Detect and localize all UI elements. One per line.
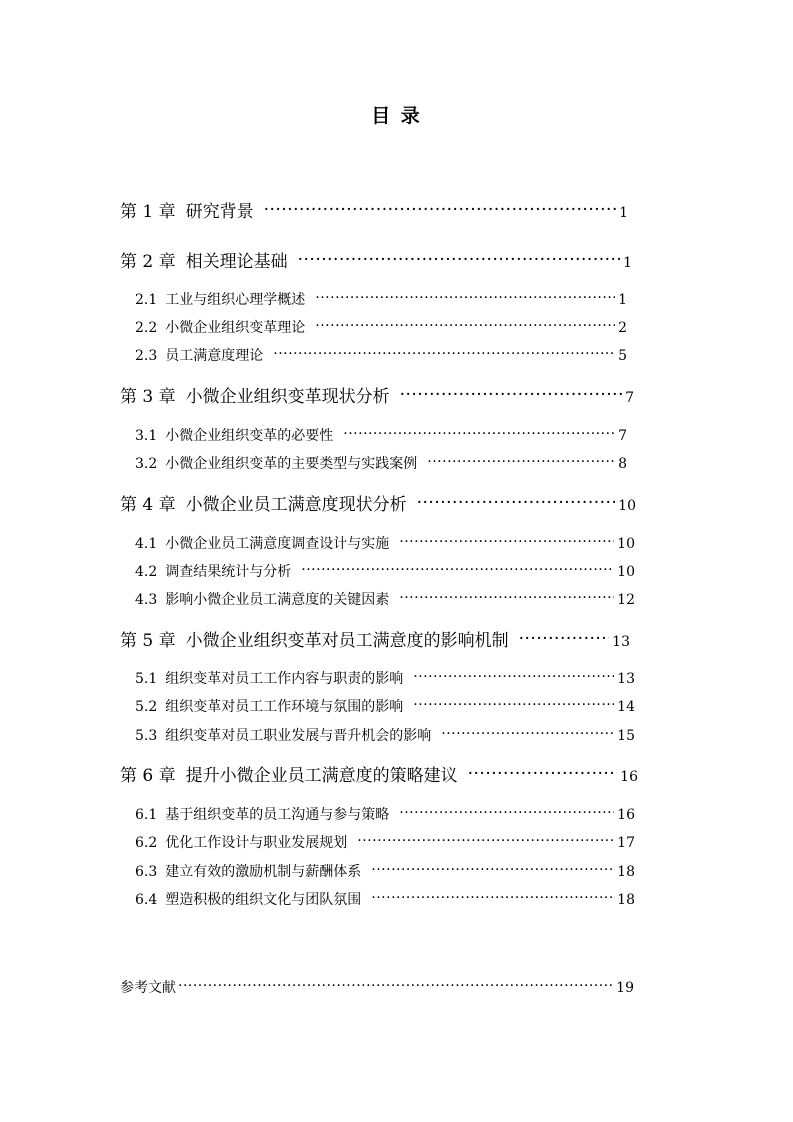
toc-entry-label: 影响小微企业员工满意度的关键因素 — [165, 592, 390, 608]
toc-entry-page: 13 — [617, 671, 635, 687]
toc-entry-number: 第 6 章 — [120, 766, 176, 786]
toc-entry-label: 小微企业员工满意度现状分析 — [185, 495, 407, 515]
dot-leader — [264, 198, 616, 222]
toc-entry-section-6-1[interactable] — [135, 805, 635, 825]
toc-entry-number: 4.2 — [135, 564, 158, 580]
toc-entry-number: 2.1 — [135, 292, 158, 308]
dot-leader — [399, 588, 614, 608]
toc-entry-number: 第 3 章 — [120, 387, 176, 407]
toc-entry-chapter-2[interactable] — [120, 250, 632, 274]
toc-entry-label: 小微企业组织变革理论 — [165, 320, 306, 336]
toc-entry-section-5-3[interactable] — [135, 726, 635, 746]
dot-leader — [357, 831, 614, 851]
toc-entry-label: 建立有效的激励机制与薪酬体系 — [165, 864, 362, 880]
toc-entry-number: 5.1 — [135, 671, 158, 687]
toc-entry-chapter-5[interactable] — [120, 629, 630, 653]
toc-entry-number: 6.3 — [135, 864, 158, 880]
dot-leader — [399, 532, 614, 552]
toc-entry-section-4-2[interactable] — [135, 562, 635, 582]
toc-entry-number: 第 5 章 — [120, 631, 176, 651]
toc-entry-number: 3.1 — [135, 428, 158, 444]
toc-entry-number: 5.3 — [135, 728, 158, 744]
toc-entry-number: 2.2 — [135, 320, 158, 336]
toc-entry-number: 6.2 — [135, 835, 158, 851]
dot-leader — [400, 383, 622, 407]
toc-entry-label: 研究背景 — [185, 202, 254, 222]
toc-entry-number: 5.2 — [135, 699, 158, 715]
toc-entry-page: 18 — [617, 864, 635, 880]
toc-entry-label: 基于组织变革的员工沟通与参与策略 — [165, 807, 390, 823]
dot-leader — [315, 316, 615, 336]
toc-entry-page: 1 — [619, 205, 628, 221]
toc-entry-section-3-2[interactable] — [135, 454, 627, 474]
toc-title: 目 录 — [371, 105, 422, 127]
toc-entry-label: 提升小微企业员工满意度的策略建议 — [185, 766, 458, 786]
toc-entry-page: 16 — [617, 807, 635, 823]
toc-entry-page: 14 — [617, 699, 635, 715]
toc-entry-label: 小微企业组织变革现状分析 — [185, 387, 390, 407]
toc-entry-page: 15 — [617, 728, 635, 744]
toc-entry-page: 1 — [618, 292, 627, 308]
toc-entry-page: 10 — [618, 498, 636, 514]
dot-leader — [371, 860, 614, 880]
toc-entry-label: 员工满意度理论 — [165, 348, 264, 364]
toc-entry-number: 第 2 章 — [120, 252, 176, 272]
toc-entry-section-4-1[interactable] — [135, 534, 635, 554]
dot-leader — [301, 560, 614, 580]
toc-entry-label: 组织变革对员工工作内容与职责的影响 — [165, 671, 404, 687]
toc-entry-label: 小微企业组织变革的主要类型与实践案例 — [165, 456, 418, 472]
toc-entry-page: 17 — [617, 835, 635, 851]
toc-entry-page: 7 — [618, 428, 627, 444]
toc-entry-label: 工业与组织心理学概述 — [165, 292, 306, 308]
toc-entry-page: 10 — [617, 536, 635, 552]
toc-entry-section-6-2[interactable] — [135, 833, 635, 853]
dot-leader — [298, 248, 620, 272]
dot-leader — [413, 667, 614, 687]
dot-leader — [441, 724, 614, 744]
dot-leader — [399, 803, 614, 823]
toc-entry-page: 8 — [618, 456, 627, 472]
toc-entry-section-2-2[interactable] — [135, 318, 627, 338]
toc-entry-page: 5 — [618, 348, 627, 364]
toc-entry-section-3-1[interactable] — [135, 426, 627, 446]
toc-entry-number: 第 4 章 — [120, 495, 176, 515]
toc-entry-page: 13 — [612, 634, 630, 650]
toc-entry-label: 调查结果统计与分析 — [165, 564, 292, 580]
toc-entry-label: 参考文献 — [120, 980, 176, 996]
toc-entry-number: 4.1 — [135, 536, 158, 552]
toc-entry-page: 10 — [617, 564, 635, 580]
dot-leader — [315, 288, 615, 308]
toc-entry-number: 3.2 — [135, 456, 158, 472]
toc-entry-number: 6.4 — [135, 892, 158, 908]
toc-entry-number: 6.1 — [135, 807, 158, 823]
toc-entry-section-5-1[interactable] — [135, 669, 635, 689]
toc-entry-number: 第 1 章 — [120, 202, 176, 222]
toc-entry-section-6-3[interactable] — [135, 862, 635, 882]
toc-entry-page: 16 — [620, 769, 638, 785]
toc-entry-chapter-3[interactable] — [120, 385, 634, 409]
toc-entry-section-4-3[interactable] — [135, 590, 635, 610]
toc-entry-references[interactable] — [120, 978, 634, 998]
dot-leader — [468, 762, 618, 786]
toc-entry-section-6-4[interactable] — [135, 890, 635, 910]
toc-entry-number: 4.3 — [135, 592, 158, 608]
toc-entry-page: 2 — [618, 320, 627, 336]
toc-entry-label: 小微企业组织变革的必要性 — [165, 428, 334, 444]
toc-entry-label: 优化工作设计与职业发展规划 — [165, 835, 348, 851]
toc-entry-page: 7 — [625, 390, 634, 406]
toc-entry-chapter-4[interactable] — [120, 493, 636, 517]
toc-entry-label: 小微企业员工满意度调查设计与实施 — [165, 536, 390, 552]
toc-entry-label: 组织变革对员工职业发展与晋升机会的影响 — [165, 728, 432, 744]
toc-entry-page: 18 — [617, 892, 635, 908]
dot-leader — [273, 344, 615, 364]
dot-leader — [371, 888, 614, 908]
toc-entry-label: 组织变革对员工工作环境与氛围的影响 — [165, 699, 404, 715]
toc-entry-label: 相关理论基础 — [185, 252, 288, 272]
toc-entry-section-2-3[interactable] — [135, 346, 627, 366]
toc-entry-chapter-1[interactable] — [120, 200, 628, 224]
toc-entry-label: 塑造积极的组织文化与团队氛围 — [165, 892, 362, 908]
dot-leader — [427, 452, 615, 472]
toc-entry-page: 12 — [617, 592, 635, 608]
dot-leader — [413, 695, 614, 715]
dot-leader — [178, 976, 613, 996]
toc-entry-label: 小微企业组织变革对员工满意度的影响机制 — [185, 631, 509, 651]
toc-entry-number: 2.3 — [135, 348, 158, 364]
toc-entry-section-5-2[interactable] — [135, 697, 635, 717]
toc-entry-chapter-6[interactable] — [120, 764, 638, 788]
toc-entry-section-2-1[interactable] — [135, 290, 627, 310]
toc-entry-page: 1 — [623, 255, 632, 271]
toc-entry-page: 19 — [616, 980, 634, 996]
dot-leader — [343, 424, 615, 444]
dot-leader — [519, 627, 610, 651]
dot-leader — [417, 491, 616, 515]
